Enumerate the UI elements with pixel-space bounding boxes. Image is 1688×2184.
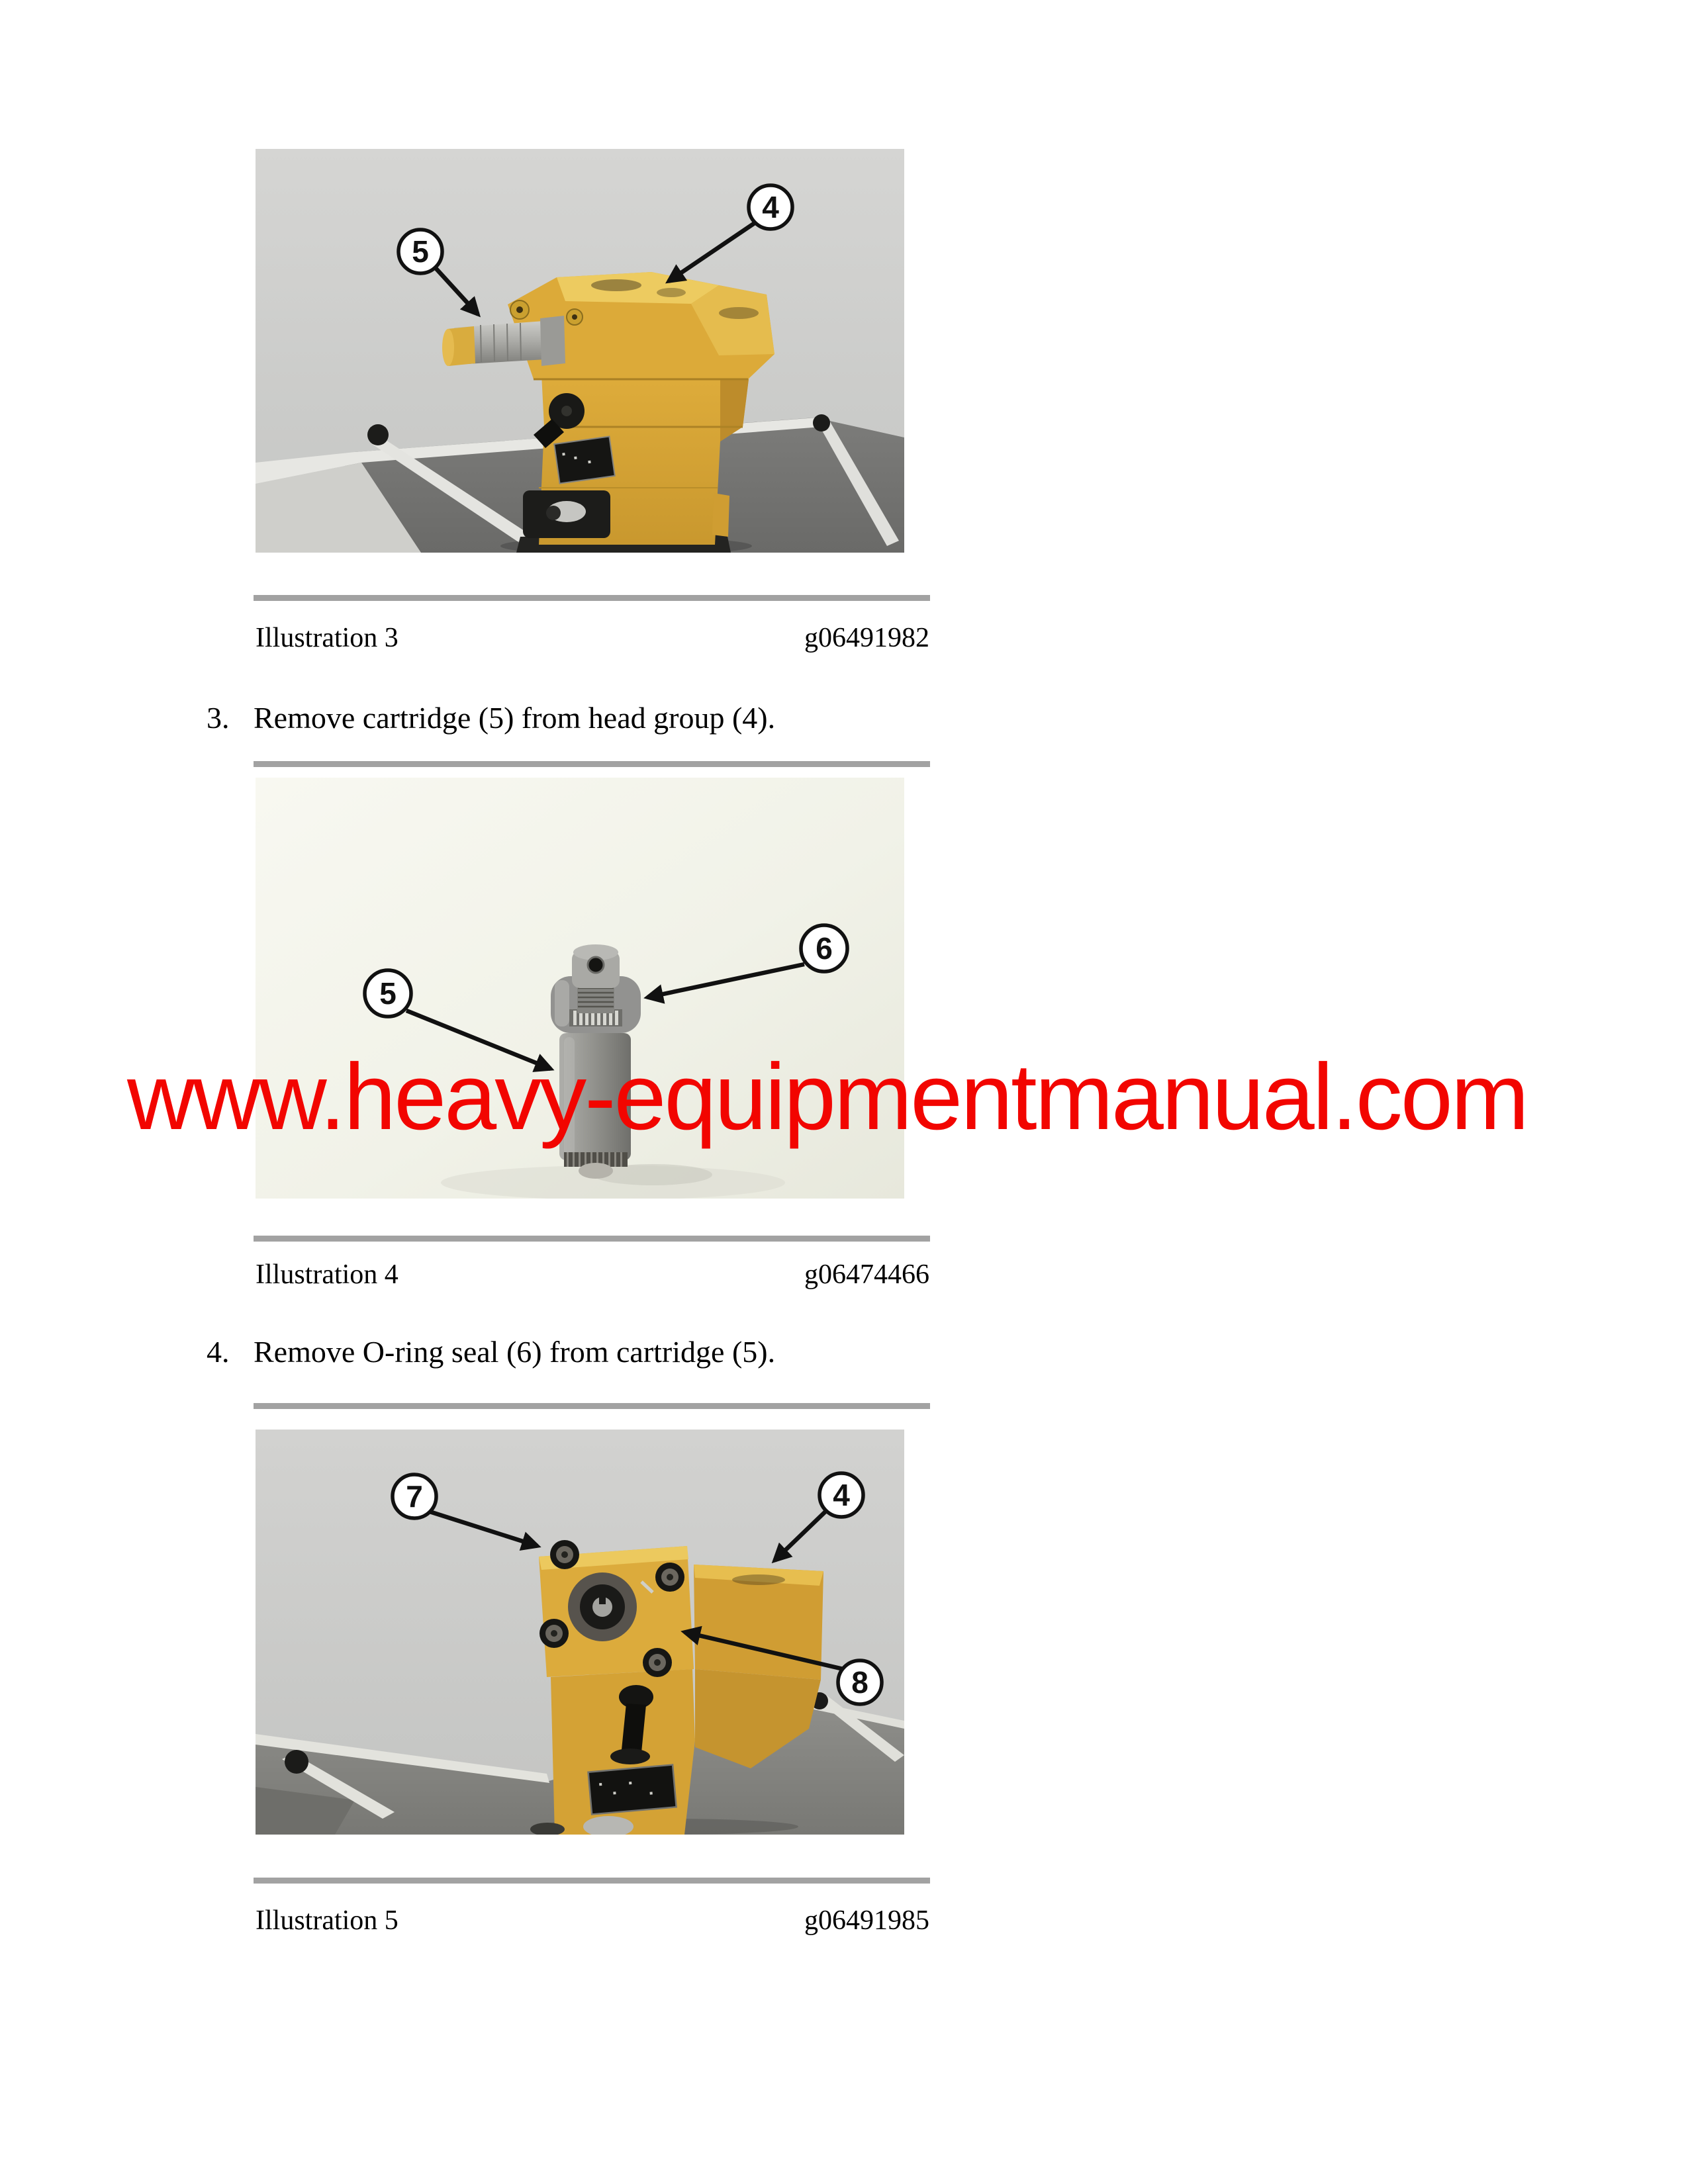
illustration-3-caption <box>256 621 929 656</box>
illustration-5-caption <box>256 1903 929 1938</box>
callout-5-label: 5 <box>412 234 429 269</box>
caption-label: Illustration 5 <box>256 1905 399 1936</box>
caption-label: Illustration 4 <box>256 1259 399 1290</box>
nameplate <box>554 436 615 483</box>
caption-label: Illustration 3 <box>256 623 399 653</box>
step-3 <box>207 699 1332 737</box>
callout-5-label: 5 <box>379 976 397 1011</box>
callout-4-label: 4 <box>762 190 779 224</box>
callout-8-label: 8 <box>851 1665 868 1700</box>
watermark-text: www.heavy-equipmentmanual.com <box>127 1044 1528 1150</box>
callout-7-label: 7 <box>406 1479 423 1514</box>
step-number: 4. <box>207 1335 230 1369</box>
step-text: Remove cartridge (5) from head group (4). <box>254 701 776 735</box>
step-number: 3. <box>207 701 230 735</box>
right-rail-knob <box>813 414 830 432</box>
callout-4-label: 4 <box>833 1478 850 1512</box>
caption-code: g06491982 <box>804 623 929 653</box>
callout-6-label: 6 <box>816 931 833 966</box>
figure-rule <box>254 1403 930 1409</box>
illustration-4-caption <box>256 1257 929 1293</box>
caption-code: g06474466 <box>804 1259 929 1290</box>
caption-code: g06491985 <box>804 1905 929 1936</box>
figure-rule <box>254 1878 930 1884</box>
illustration-3-photo <box>256 149 904 553</box>
illustration-5-photo <box>256 1430 904 1835</box>
step-text: Remove O-ring seal (6) from cartridge (5). <box>254 1335 776 1369</box>
figure-rule <box>254 761 930 767</box>
figure-rule <box>254 595 930 601</box>
figure-rule <box>254 1236 930 1242</box>
left-rail-knob <box>367 424 389 445</box>
nameplate <box>588 1765 677 1815</box>
step-4 <box>207 1333 1332 1371</box>
left-rail-knob <box>285 1750 308 1774</box>
